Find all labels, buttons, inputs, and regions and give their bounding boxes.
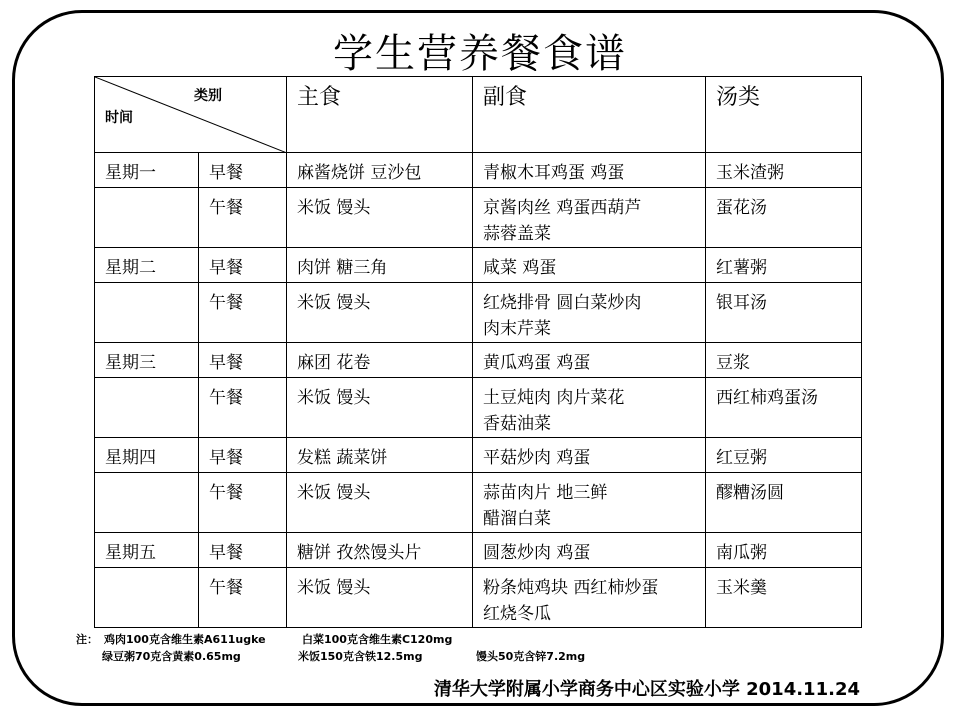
header-row	[95, 77, 862, 153]
meal-cell: 午餐	[199, 378, 287, 438]
side-cell	[473, 343, 706, 378]
meal-cell: 早餐	[199, 248, 287, 283]
staple-cell	[287, 188, 473, 248]
soup-cell: 红薯粥	[706, 248, 862, 283]
school-date-footer: 清华大学附属小学商务中心区实验小学 2014.11.24	[433, 679, 860, 700]
day-cell	[95, 378, 199, 438]
menu-row	[95, 438, 862, 473]
side-line: 粉条炖鸡块 西红柿炒蛋	[483, 578, 659, 598]
note-bun: 馒头50克含锌7.2mg	[476, 650, 586, 663]
side-line: 黄瓜鸡蛋 鸡蛋	[483, 353, 591, 373]
page-title: 学生营养餐食谱	[333, 31, 627, 77]
staple-cell	[287, 283, 473, 343]
soup-cell: 醪糟汤圆	[706, 473, 862, 533]
side-line: 平菇炒肉 鸡蛋	[483, 448, 591, 468]
soup-cell: 蛋花汤	[706, 188, 862, 248]
menu-row	[95, 568, 862, 628]
side-line: 土豆炖肉 肉片菜花	[483, 388, 625, 408]
corner-header-cell	[95, 77, 287, 153]
meal-cell: 午餐	[199, 188, 287, 248]
side-line: 蒜苗肉片 地三鲜	[483, 483, 608, 503]
soup-cell: 红豆粥	[706, 438, 862, 473]
side-cell	[473, 283, 706, 343]
staple-line: 米饭 馒头	[297, 198, 371, 218]
menu-table	[94, 76, 862, 628]
staple-line: 发糕 蔬菜饼	[297, 448, 388, 468]
side-line: 蒜蓉盖菜	[483, 224, 551, 244]
staple-cell	[287, 473, 473, 533]
side-cell	[473, 438, 706, 473]
staple-line: 米饭 馒头	[297, 388, 371, 408]
side-line: 红烧冬瓜	[483, 604, 551, 624]
side-cell	[473, 248, 706, 283]
side-line: 圆葱炒肉 鸡蛋	[483, 543, 591, 563]
meal-cell: 早餐	[199, 343, 287, 378]
meal-cell: 午餐	[199, 473, 287, 533]
side-cell	[473, 568, 706, 628]
side-line: 青椒木耳鸡蛋 鸡蛋	[483, 163, 625, 183]
side-cell	[473, 533, 706, 568]
day-cell: 星期五	[95, 533, 199, 568]
soup-cell: 银耳汤	[706, 283, 862, 343]
note-rice: 米饭150克含铁12.5mg	[298, 650, 423, 663]
side-cell	[473, 378, 706, 438]
menu-row	[95, 248, 862, 283]
note-chicken: 鸡肉100克含维生素A611ugke	[104, 633, 266, 646]
meal-cell: 早餐	[199, 153, 287, 188]
side-line: 醋溜白菜	[483, 509, 551, 529]
staple-cell	[287, 438, 473, 473]
staple-cell	[287, 153, 473, 188]
meal-cell: 午餐	[199, 568, 287, 628]
menu-row	[95, 343, 862, 378]
staple-line: 麻团 花卷	[297, 353, 371, 373]
staple-cell	[287, 248, 473, 283]
side-line: 京酱肉丝 鸡蛋西葫芦	[483, 198, 642, 218]
day-cell	[95, 283, 199, 343]
staple-line: 米饭 馒头	[297, 293, 371, 313]
side-header: 副食	[473, 77, 706, 153]
side-cell	[473, 188, 706, 248]
soup-cell: 西红柿鸡蛋汤	[706, 378, 862, 438]
side-cell	[473, 473, 706, 533]
menu-row	[95, 533, 862, 568]
soup-header: 汤类	[706, 77, 862, 153]
side-line: 香菇油菜	[483, 414, 551, 434]
meal-cell: 午餐	[199, 283, 287, 343]
notes-label: 注：	[76, 633, 98, 646]
day-cell: 星期一	[95, 153, 199, 188]
soup-cell: 玉米渣粥	[706, 153, 862, 188]
meal-cell: 早餐	[199, 533, 287, 568]
note-cabbage: 白菜100克含维生素C120mg	[302, 633, 453, 646]
day-cell	[95, 568, 199, 628]
side-cell	[473, 153, 706, 188]
side-line: 咸菜 鸡蛋	[483, 258, 557, 278]
time-label: 时间	[105, 110, 133, 126]
day-cell: 星期四	[95, 438, 199, 473]
side-line: 红烧排骨 圆白菜炒肉	[483, 293, 642, 313]
staple-line: 糖饼 孜然馒头片	[297, 543, 422, 563]
side-line: 肉末芹菜	[483, 319, 551, 339]
staple-cell	[287, 343, 473, 378]
staple-header: 主食	[287, 77, 473, 153]
staple-line: 肉饼 糖三角	[297, 258, 388, 278]
staple-line: 米饭 馒头	[297, 578, 371, 598]
staple-line: 米饭 馒头	[297, 483, 371, 503]
note-mungbean: 绿豆粥70克含黄素0.65mg	[102, 650, 241, 663]
day-cell: 星期三	[95, 343, 199, 378]
menu-row	[95, 473, 862, 533]
staple-cell	[287, 533, 473, 568]
day-cell	[95, 473, 199, 533]
staple-cell	[287, 378, 473, 438]
menu-row	[95, 378, 862, 438]
day-cell	[95, 188, 199, 248]
meal-cell: 早餐	[199, 438, 287, 473]
category-label: 类别	[194, 88, 222, 104]
menu-row	[95, 188, 862, 248]
menu-row	[95, 283, 862, 343]
soup-cell: 南瓜粥	[706, 533, 862, 568]
staple-line: 麻酱烧饼 豆沙包	[297, 163, 422, 183]
soup-cell: 玉米羹	[706, 568, 862, 628]
staple-cell	[287, 568, 473, 628]
menu-row	[95, 153, 862, 188]
day-cell: 星期二	[95, 248, 199, 283]
soup-cell: 豆浆	[706, 343, 862, 378]
